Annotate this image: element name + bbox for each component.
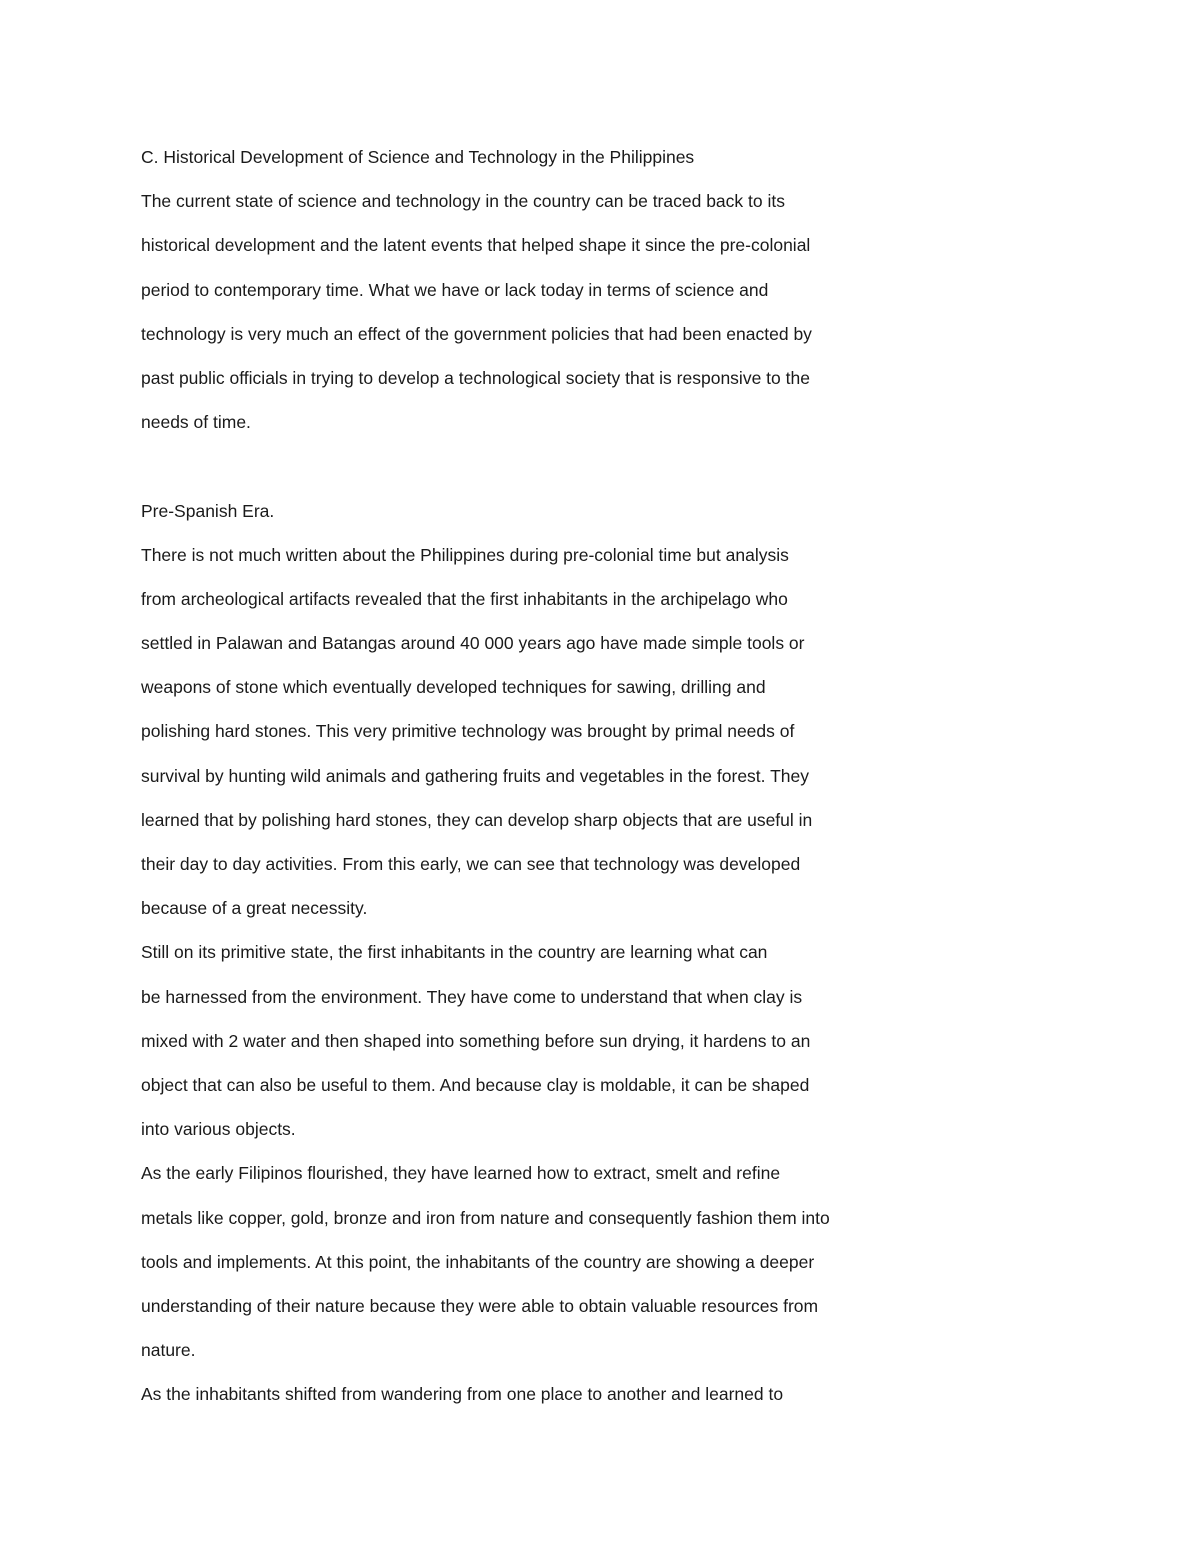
paragraph-line: because of a great necessity. (141, 898, 368, 919)
paragraph-line: mixed with 2 water and then shaped into something before sun drying, it hardens to an (141, 1030, 811, 1051)
paragraph-line: As the early Filipinos flourished, they have learned how to extract, smelt and refine (141, 1163, 781, 1184)
paragraph-line: tools and implements. At this point, the inhabitants of the country are showing a deeper (141, 1251, 815, 1272)
paragraph-line: their day to day activities. From this early, we can see that technology was developed (141, 854, 801, 874)
paragraph-line: needs of time. (141, 412, 251, 433)
paragraph-line: metals like copper, gold, bronze and iron from nature and consequently fashion them into (141, 1207, 830, 1228)
paragraph-line: understanding of their nature because they were able to obtain valuable resources from (141, 1295, 819, 1316)
paragraph-line: object that can also be useful to them. And because clay is moldable, it can be shaped (141, 1074, 810, 1095)
blank-line (141, 449, 941, 493)
paragraph-line: weapons of stone which eventually developed techniques for sawing, drilling and (141, 677, 766, 698)
paragraph-line: nature. (141, 1340, 196, 1361)
section-title: C. Historical Development of Science and Technology in the Philippines (141, 147, 695, 167)
subsection-heading: Pre-Spanish Era. (141, 500, 275, 521)
paragraph-line: The current state of science and technology in the country can be traced back to its (141, 191, 785, 212)
paragraph-line: Still on its primitive state, the first inhabitants in the country are learning what can (141, 942, 768, 963)
paragraph-line: survival by hunting wild animals and gathering fruits and vegetables in the forest. They (141, 765, 809, 786)
paragraph-line: into various objects. (141, 1119, 296, 1140)
paragraph-line: period to contemporary time. What we have or lack today in terms of science and (141, 279, 769, 300)
paragraph-line: settled in Palawan and Batangas around 40 000 years ago have made simple tools or (141, 633, 805, 654)
paragraph-line: from archeological artifacts revealed that the first inhabitants in the archipelago who (141, 588, 788, 609)
paragraph-line: technology is very much an effect of the government policies that had been enacted by (141, 323, 812, 344)
paragraph-line: learned that by polishing hard stones, they can develop sharp objects that are useful in (141, 809, 813, 830)
paragraph-line: historical development and the latent events that helped shape it since the pre-colonial (141, 235, 811, 256)
paragraph-line: past public officials in trying to develop a technological society that is responsive to the (141, 367, 810, 388)
paragraph-line: polishing hard stones. This very primitive technology was brought by primal needs of (141, 721, 795, 742)
document-body (141, 140, 941, 1421)
paragraph-line: As the inhabitants shifted from wandering from one place to another and learned to (141, 1384, 784, 1405)
paragraph-line: be harnessed from the environment. They have come to understand that when clay is (141, 986, 803, 1007)
paragraph-line: There is not much written about the Philippines during pre-colonial time but analysis (141, 544, 789, 565)
